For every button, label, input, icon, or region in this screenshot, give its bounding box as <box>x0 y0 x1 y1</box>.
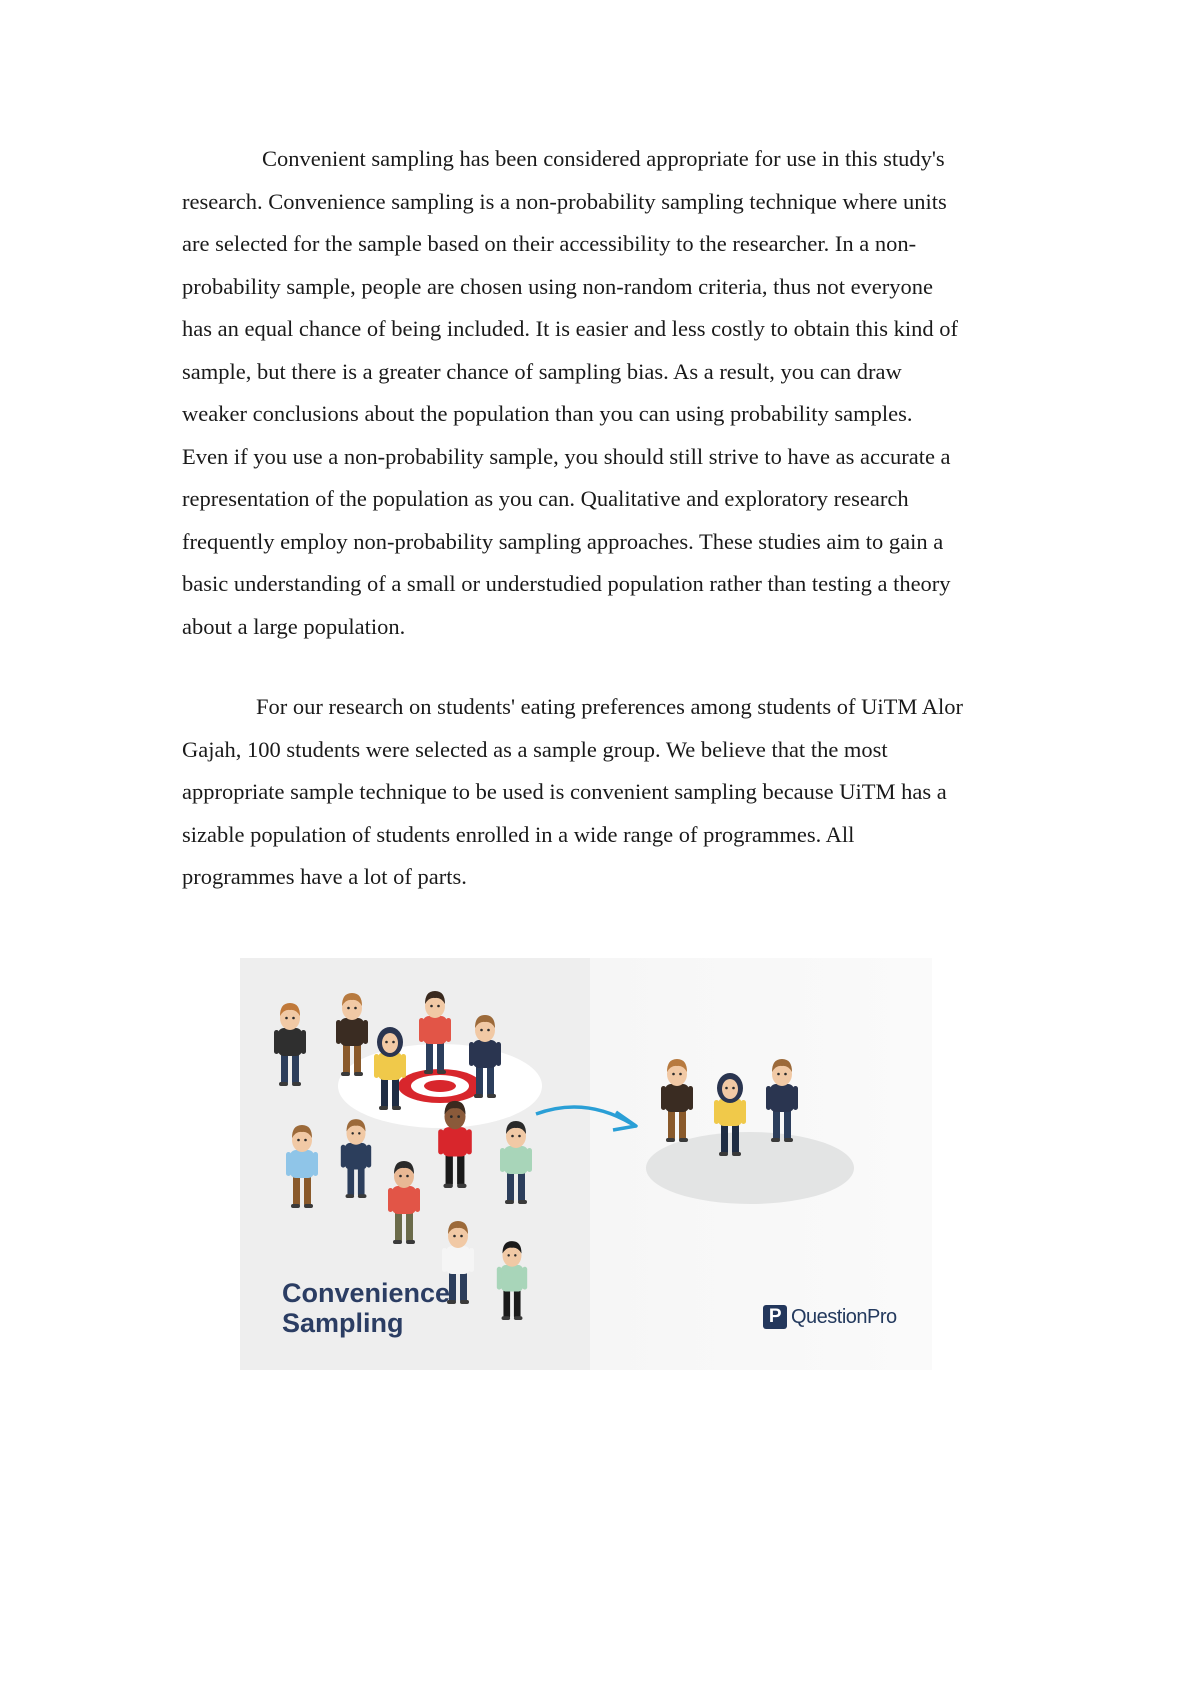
illustration-title-line: Convenience <box>282 1278 451 1308</box>
text-line: For our research on students' eating preferences among students of UiTM Alor <box>256 694 963 719</box>
paragraph-convenience-sampling <box>182 138 1062 648</box>
text-line: probability sample, people are chosen using non-random criteria, thus not everyone <box>182 273 934 299</box>
text-line: weaker conclusions about the population than you can using probability samples. <box>182 401 913 426</box>
text-line: has an equal chance of being included. It is easier and less costly to obtain this kind of <box>182 316 959 341</box>
questionpro-logo-text: QuestionPro <box>791 1305 897 1328</box>
text-line: Even if you use a non-probability sample, you should still strive to have as accurate a <box>182 443 951 469</box>
text-line: Gajah, 100 students were selected as a sample group. We believe that the most <box>182 736 888 762</box>
text-line: are selected for the sample based on their accessibility to the researcher. In a non- <box>182 231 917 256</box>
text-line: basic understanding of a small or understudied population rather than testing a theory <box>182 571 951 596</box>
text-line: research. Convenience sampling is a non-probability sampling technique where units <box>182 188 947 214</box>
text-line: programmes have a lot of parts. <box>182 864 467 889</box>
person-icon <box>766 1059 798 1142</box>
illustration-title <box>282 1278 450 1338</box>
text-line: Convenient sampling has been considered appropriate for use in this study's <box>262 146 945 171</box>
text-line: sample, but there is a greater chance of sampling bias. As a result, you can draw <box>182 358 902 384</box>
target-icon <box>398 1069 482 1103</box>
person-icon <box>661 1059 693 1142</box>
convenience-sampling-illustration <box>240 958 932 1370</box>
text-line: frequently employ non-probability sampling approaches. These studies aim to gain a <box>182 528 944 554</box>
questionpro-logo <box>763 1305 897 1329</box>
questionpro-logo-mark: P <box>763 1305 787 1329</box>
paragraph-research-sample <box>182 686 1062 899</box>
sample-platform <box>646 1132 854 1204</box>
text-line: sizable population of students enrolled in a wide range of programmes. All <box>182 821 855 847</box>
text-line: representation of the population as you can. Qualitative and exploratory research <box>182 486 909 511</box>
text-line: about a large population. <box>182 613 406 639</box>
illustration-title-line: Sampling <box>282 1308 404 1338</box>
text-line: appropriate sample technique to be used is convenient sampling because UiTM has a <box>182 779 947 804</box>
